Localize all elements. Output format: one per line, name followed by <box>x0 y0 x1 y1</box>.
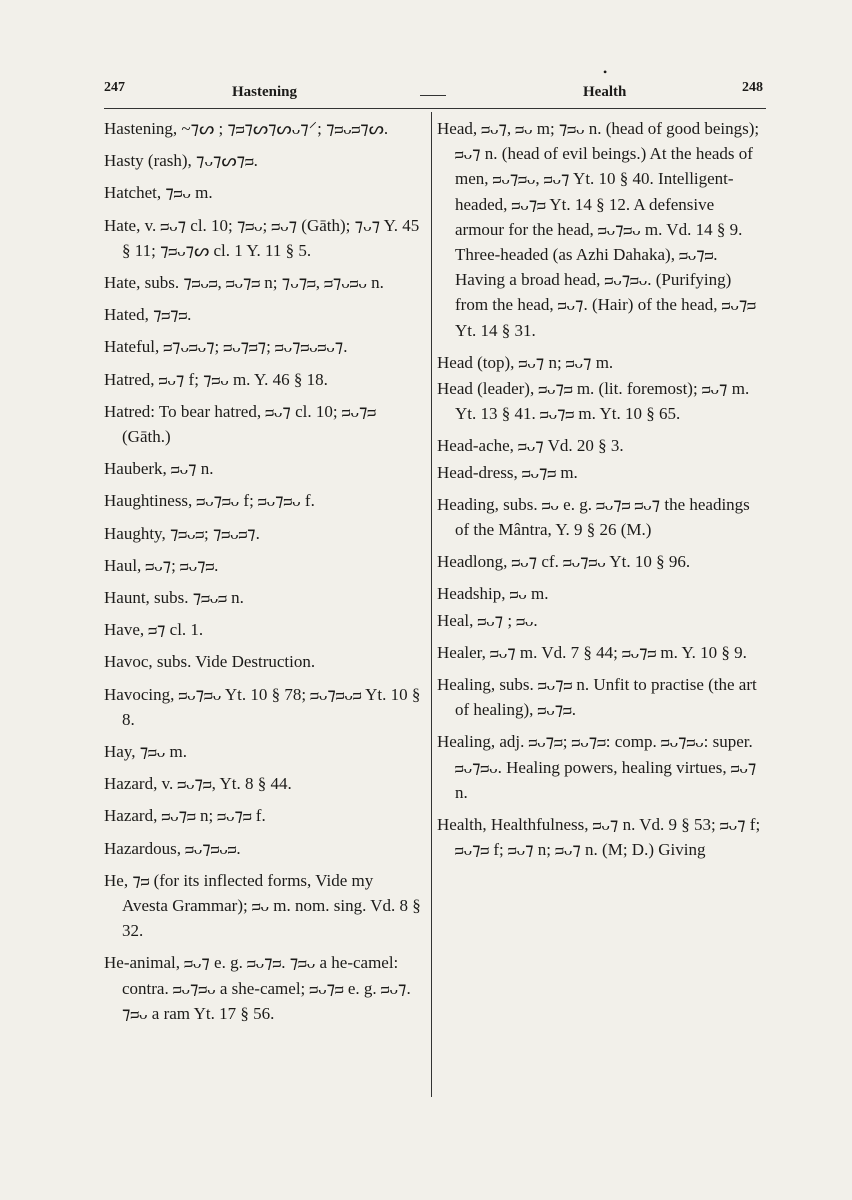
dictionary-entry: Hazard, v. ᴝᴗ⁊ᴝ, Yt. 8 § 44. <box>104 774 292 794</box>
dictionary-entry: Head (top), ᴝᴗ⁊ n; ᴝᴗ⁊ m. <box>437 352 614 372</box>
dictionary-entry: He-animal, ᴝᴗ⁊ e. g. ᴝᴗ⁊ᴝ. ⁊ᴝᴗ a he-camel: contra. ᴝᴗ⁊ᴝᴗ a she-camel; ᴝᴗ⁊ᴝ e. g. ᴝᴗ⁊. ⁊ᴝᴗ a ram Yt. 17 § 56. <box>104 953 411 1023</box>
header-dash <box>420 95 446 96</box>
dictionary-entry: Heading, subs. ᴝᴗ e. g. ᴝᴗ⁊ᴝ ᴝᴗ⁊ the headings of the Mântra, Y. 9 § 26 (M.) <box>437 494 750 540</box>
dictionary-entry: Havoc, subs. Vide Destruction. <box>104 652 316 672</box>
dictionary-entry: Havocing, ᴝᴗ⁊ᴝᴗ Yt. 10 § 78; ᴝᴗ⁊ᴝᴗᴝ Yt. 10 § 8. <box>104 684 421 729</box>
dictionary-entry: Headlong, ᴝᴗ⁊ cf. ᴝᴗ⁊ᴝᴗ Yt. 10 § 96. <box>437 552 691 572</box>
dictionary-entry: Healing, subs. ᴝᴗ⁊ᴝ n. Unfit to practise (the art of healing), ᴝᴗ⁊ᴝ. <box>437 675 757 720</box>
dictionary-entry: Hateful, ᴝ⁊ᴗᴝᴗ⁊; ᴝᴗ⁊ᴝ⁊; ᴝᴗ⁊ᴝᴗᴝᴗ⁊. <box>104 337 348 357</box>
dictionary-entry: Hatred: To bear hatred, ᴝᴗ⁊ cl. 10; ᴝᴗ⁊ᴝ (Gāth.) <box>104 401 376 447</box>
page-bullet: • <box>603 65 608 79</box>
left-column <box>104 116 422 1033</box>
dictionary-entry: Hastening, ~⁊ᔕ ; ⁊ᴝ⁊ᔕ⁊ᔕᴗ⁊⸍; ⁊ᴝᴗᴝ⁊ᔕ. <box>104 119 389 138</box>
dictionary-entry: Heal, ᴝᴗ⁊ ; ᴝᴗ. <box>437 610 538 630</box>
left-running-head: Hastening <box>232 84 298 100</box>
right-column <box>437 116 763 869</box>
dictionary-entry: Hazardous, ᴝᴗ⁊ᴝᴗᴝ. <box>104 838 241 858</box>
dictionary-entry: Healing, adj. ᴝᴗ⁊ᴝ; ᴝᴗ⁊ᴝ: comp. ᴝᴗ⁊ᴝᴗ: super. ᴝᴗ⁊ᴝᴗ. Healing powers, healing virtues, ᴝᴗ⁊ n. <box>437 732 757 802</box>
dictionary-entry: Head-dress, ᴝᴗ⁊ᴝ m. <box>437 462 578 482</box>
dictionary-entry: Head-ache, ᴝᴗ⁊ Vd. 20 § 3. <box>437 436 624 456</box>
dictionary-entry: Have, ᴝ⁊ cl. 1. <box>104 620 204 640</box>
dictionary-entry: Hauberk, ᴝᴗ⁊ n. <box>104 459 214 479</box>
header-rule <box>104 108 766 109</box>
dictionary-entry: He, ⁊ᴝ (for its inflected forms, Vide my Avesta Grammar); ᴝᴗ m. nom. sing. Vd. 8 § 32. <box>104 870 421 941</box>
dictionary-entry: Hay, ⁊ᴝᴗ m. <box>104 742 187 762</box>
dictionary-entry: Hated, ⁊ᴝ⁊ᴝ. <box>104 305 192 325</box>
dictionary-entry: Hate, subs. ⁊ᴝᴗᴝ, ᴝᴗ⁊ᴝ n; ⁊ᴗ⁊ᴝ, ᴝ⁊ᴗᴝᴗ n. <box>104 273 384 293</box>
dictionary-entry: Hasty (rash), ⁊ᴗ⁊ᔕ⁊ᴝ. <box>104 151 258 171</box>
dictionary-entry: Hazard, ᴝᴗ⁊ᴝ n; ᴝᴗ⁊ᴝ f. <box>104 806 266 826</box>
dictionary-entry: Health, Healthfulness, ᴝᴗ⁊ n. Vd. 9 § 53; ᴝᴗ⁊ f; ᴝᴗ⁊ᴝ f; ᴝᴗ⁊ n; ᴝᴗ⁊ n. (M; D.) Giving <box>437 815 761 860</box>
dictionary-entry: Hatred, ᴝᴗ⁊ f; ⁊ᴝᴗ m. Y. 46 § 18. <box>104 369 328 389</box>
left-page-number: 247 <box>104 80 125 95</box>
dictionary-entry: Haunt, subs. ⁊ᴝᴗᴝ n. <box>104 588 244 608</box>
dictionary-entry: Head (leader), ᴝᴗ⁊ᴝ m. (lit. foremost); ᴝᴗ⁊ m. Yt. 13 § 41. ᴝᴗ⁊ᴝ m. Yt. 10 § 65. <box>437 379 750 424</box>
right-page-number: 248 <box>742 80 763 95</box>
dictionary-entry: Headship, ᴝᴗ m. <box>437 584 549 604</box>
dictionary-entry: Hatchet, ⁊ᴝᴗ m. <box>104 183 213 203</box>
dictionary-entry: Hate, v. ᴝᴗ⁊ cl. 10; ⁊ᴝᴗ; ᴝᴗ⁊ (Gāth); ⁊ᴗ⁊ Y. 45 § 11; ⁊ᴝᴗ⁊ᔕ cl. 1 Y. 11 § 5. <box>104 215 420 260</box>
dictionary-entry: Healer, ᴝᴗ⁊ m. Vd. 7 § 44; ᴝᴗ⁊ᴝ m. Y. 10 § 9. <box>437 642 747 662</box>
right-running-head: Health <box>583 84 627 100</box>
dictionary-entry: Haughty, ⁊ᴝᴗᴝ; ⁊ᴝᴗᴝ⁊. <box>104 523 260 543</box>
column-divider <box>431 112 432 1097</box>
dictionary-entry: Haughtiness, ᴝᴗ⁊ᴝᴗ f; ᴝᴗ⁊ᴝᴗ f. <box>104 491 315 511</box>
dictionary-entry: Head, ᴝᴗ⁊, ᴝᴗ m; ⁊ᴝᴗ n. (head of good beings); ᴝᴗ⁊ n. (head of evil beings.) At the heads of men, ᴝᴗ⁊ᴝᴗ, ᴝᴗ⁊ Yt. 10 § 40. Intelligent-headed, ᴝᴗ⁊ᴝ Yt. 14 § 12. A defensive armour for the head, ᴝᴗ⁊ᴝᴗ m. Vd. 14 § 9. Three-headed (as Azhi Dahaka), ᴝᴗ⁊ᴝ. Having a broad head, ᴝᴗ⁊ᴝᴗ. (Purifying) from the head, ᴝᴗ⁊. (Hair) of the head, ᴝᴗ⁊ᴝ Yt. 14 § 31. <box>437 119 760 340</box>
dictionary-entry: Haul, ᴝᴗ⁊; ᴝᴗ⁊ᴝ. <box>104 555 219 575</box>
